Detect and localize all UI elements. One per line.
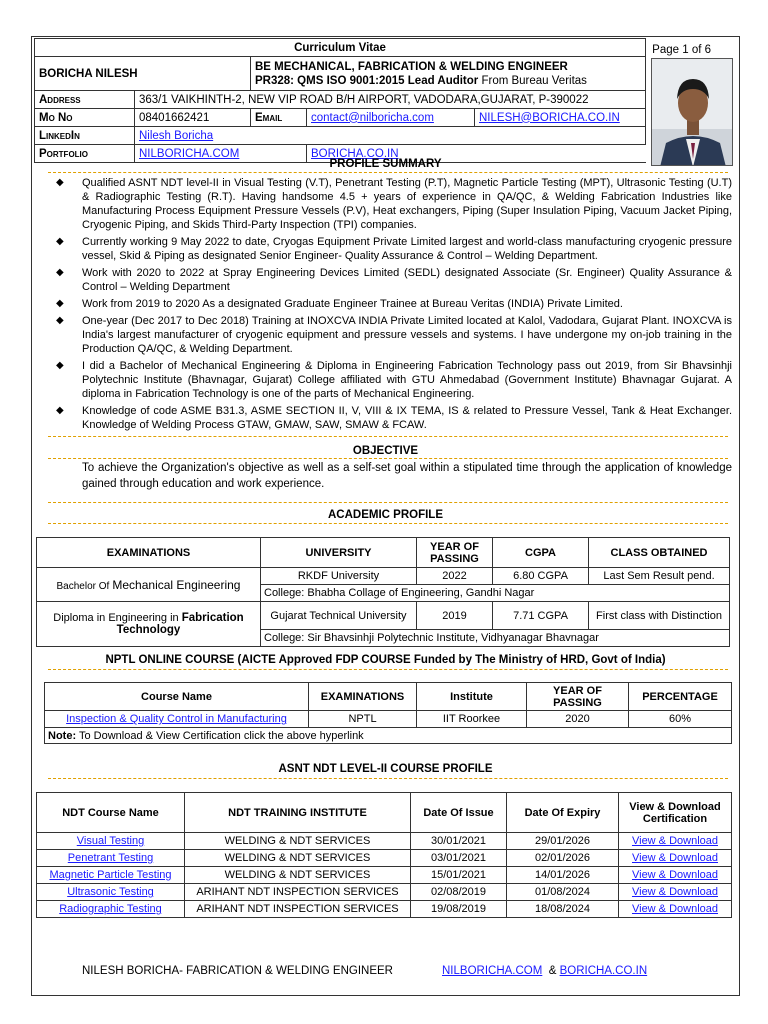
asnt-expiry-cell: 02/01/2026 [507,850,619,867]
email-link-1[interactable]: contact@nilboricha.com [311,111,434,124]
year-cell: 2019 [417,602,493,630]
exam-prefix: Diploma in Engineering in [53,612,179,624]
view-download-link[interactable]: View & Download [631,903,718,915]
asnt-course-link[interactable]: Penetrant Testing [67,852,154,864]
university-cell: Gujarat Technical University [261,602,417,630]
table-row [37,568,730,585]
college-cell: College: Bhabha Collage of Engineering, Gandhi Nagar [261,585,730,602]
academic-header: CLASS OBTAINED [589,538,730,568]
academic-header: UNIVERSITY [261,538,417,568]
footer-link-2[interactable]: BORICHA.CO.IN [559,965,648,977]
address-value: 363/1 VAIKHINTH-2, NEW VIP ROAD B/H AIRPORT, VADODARA,GUJARAT, P-390022 [135,91,646,109]
asnt-header: Date Of Issue [411,793,507,833]
lead-auditor-source: From Bureau Veritas [481,74,587,87]
note-label: Note: [48,729,77,742]
email-label: Email [251,109,307,127]
asnt-issue-cell: 30/01/2021 [411,833,507,850]
footer-links [442,965,647,977]
table-row [37,884,732,901]
view-download-link[interactable]: View & Download [631,886,718,898]
summary-item [56,176,732,232]
objective-title: OBJECTIVE [352,445,419,457]
asnt-issue-cell: 03/01/2021 [411,850,507,867]
academic-header: YEAR OF PASSING [417,538,493,568]
lead-auditor: PR328: QMS ISO 9001:2015 Lead Auditor [255,74,479,87]
nptl-course-link[interactable]: Inspection & Quality Control in Manufacturing [66,713,287,725]
footer-separator: & [548,965,557,977]
divider [48,172,728,173]
page-number: Page 1 of 6 [652,44,711,56]
profile-summary-title: PROFILE SUMMARY [329,158,442,170]
lead-auditor-line [255,74,641,88]
summary-item [56,235,732,263]
table-row [37,901,732,918]
exam-main: Mechanical Engineering [112,577,241,592]
person-photo-icon [652,59,733,166]
summary-text: I did a Bachelor of Mechanical Engineering & Diploma in Engineering Fabrication Technology pass out 2019, from Sir Bhavsinhji Polytechnic Institute (Bhavnagar, Gujarat) College affiliated with GTU Ahmedabad (Government Institute) Bhavnagar Gujarat. A diploma in Fabrication Technology is one of the parts of Mechanical Engineering. [82,360,732,400]
summary-item [56,266,732,294]
asnt-issue-cell: 02/08/2019 [411,884,507,901]
diamond-bullet-icon: ◆ [56,236,64,247]
objective-text: To achieve the Organization's objective as well as a self-set goal within a stipulated time through the application of knowledge gained through education and work experience. [82,462,732,490]
table-row [37,602,730,630]
portfolio-link-1[interactable]: NILBORICHA.COM [139,147,240,160]
summary-text: Qualified ASNT NDT level-II in Visual Testing (V.T), Penetrant Testing (P.T), Magnetic Particle Testing (MPT), Ultrasonic Testing (U.T) & Radiographic Testing (R.T). Having handsome 4.5 + years of experience in QA/QC, & Welding Fabrication Industries like Manufacturing Process Equipment Pressure Vessels (P.V), Heat exchangers, Piping (Super Insulation Piping, Vacuum Jacket Piping, Cryogenic Piping, and Skids Third-Party Inspection (TPI) companies. [82,177,732,231]
note-text: To Download & View Certification click the above hyperlink [76,729,364,742]
asnt-expiry-cell: 14/01/2026 [507,867,619,884]
table-row [37,833,732,850]
nptl-header: YEAR OF PASSING [527,683,629,711]
view-download-link[interactable]: View & Download [631,852,718,864]
summary-item [56,359,732,401]
diamond-bullet-icon: ◆ [56,405,64,416]
asnt-course-link[interactable]: Visual Testing [76,835,145,847]
asnt-header: Date Of Expiry [507,793,619,833]
asnt-institute-cell: WELDING & NDT SERVICES [185,850,411,867]
nptl-exam-cell: NPTL [309,711,417,728]
university-cell: RKDF University [261,568,417,585]
linkedin-link[interactable]: Nilesh Boricha [139,129,214,142]
divider [48,458,728,459]
diamond-bullet-icon: ◆ [56,360,64,371]
role-title: BE MECHANICAL, FABRICATION & WELDING ENGINEER [255,60,568,73]
exam-prefix: Bachelor Of [56,580,110,592]
asnt-institute-cell: WELDING & NDT SERVICES [185,867,411,884]
nptl-header: EXAMINATIONS [309,683,417,711]
asnt-course-link[interactable]: Magnetic Particle Testing [49,869,172,881]
summary-text: Knowledge of code ASME B31.3, ASME SECTION II, V, VIII & IX TEMA, IS & related to Pressure Vessel, Tank & Heat Exchanger. Knowledge of Welding Process GTAW, GMAW, SAW, SMAW & FCAW. [82,405,732,431]
asnt-header: NDT TRAINING INSTITUTE [185,793,411,833]
summary-item [56,297,732,311]
summary-item [56,404,732,432]
summary-item [56,314,732,356]
nptl-header: Course Name [45,683,309,711]
email-link-2[interactable]: NILESH@BORICHA.CO.IN [479,111,620,124]
college-cell: College: Sir Bhavsinhji Polytechnic Institute, Vidhyanagar Bhavnagar [261,630,730,647]
asnt-institute-cell: WELDING & NDT SERVICES [185,833,411,850]
portfolio-label: Portfolio [35,145,135,163]
header-table [34,38,646,163]
footer-link-1[interactable]: NILBORICHA.COM [442,965,543,977]
nptl-year-cell: 2020 [527,711,629,728]
asnt-issue-cell: 19/08/2019 [411,901,507,918]
portfolio-link-2[interactable]: BORICHA.CO.IN [311,147,399,160]
asnt-expiry-cell: 29/01/2026 [507,833,619,850]
profile-photo [651,58,733,166]
divider [48,669,728,670]
asnt-issue-cell: 15/01/2021 [411,867,507,884]
cv-header [34,38,737,163]
divider [48,502,728,503]
exam-cell [37,568,261,602]
nptl-title: NPTL ONLINE COURSE (AICTE Approved FDP COURSE Funded by The Ministry of HRD, Govt of India) [105,654,666,666]
view-download-link[interactable]: View & Download [631,835,718,847]
exam-main: Fabrication Technology [116,612,244,636]
cgpa-cell: 7.71 CGPA [493,602,589,630]
asnt-course-link[interactable]: Radiographic Testing [59,903,162,915]
asnt-course-link[interactable]: Ultrasonic Testing [67,886,154,898]
academic-title: ACADEMIC PROFILE [328,509,443,521]
class-cell: First class with Distinction [589,602,730,630]
diamond-bullet-icon: ◆ [56,315,64,326]
diamond-bullet-icon: ◆ [56,177,64,188]
cgpa-cell: 6.80 CGPA [493,568,589,585]
nptl-header: PERCENTAGE [629,683,732,711]
divider [48,436,728,437]
nptl-note [45,728,732,744]
nptl-header: Institute [417,683,527,711]
mono-label: Mo No [35,109,135,127]
profile-summary-list [56,176,732,435]
nptl-percentage-cell: 60% [629,711,732,728]
asnt-title: ASNT NDT LEVEL-II COURSE PROFILE [278,763,493,775]
mono-value: 08401662421 [135,109,251,127]
table-row [37,850,732,867]
diamond-bullet-icon: ◆ [56,298,64,309]
asnt-institute-cell: ARIHANT NDT INSPECTION SERVICES [185,901,411,918]
academic-table [36,537,730,647]
academic-header: CGPA [493,538,589,568]
summary-text: Currently working 9 May 2022 to date, Cryogas Equipment Private Limited largest and world-class manufacturing cryogenic pressure vessel, Skid & Piping as designated Senior Engineer- Quality Assurance & Control – Welding Department. [82,236,732,262]
asnt-institute-cell: ARIHANT NDT INSPECTION SERVICES [185,884,411,901]
nptl-institute-cell: IIT Roorkee [417,711,527,728]
academic-header: EXAMINATIONS [37,538,261,568]
role-block [251,57,646,91]
view-download-link[interactable]: View & Download [631,869,718,881]
asnt-expiry-cell: 01/08/2024 [507,884,619,901]
exam-cell [37,602,261,647]
footer [82,965,648,977]
summary-text: Work from 2019 to 2020 As a designated Graduate Engineer Trainee at Bureau Veritas (INDIA) Private Limited. [82,298,623,310]
table-row [45,711,732,728]
diamond-bullet-icon: ◆ [56,267,64,278]
asnt-expiry-cell: 18/08/2024 [507,901,619,918]
candidate-name: BORICHA NILESH [35,57,251,91]
cv-title: Curriculum Vitae [35,39,646,57]
year-cell: 2022 [417,568,493,585]
asnt-header: View & Download Certification [619,793,732,833]
summary-text: One-year (Dec 2017 to Dec 2018) Training at INOXCVA INDIA Private Limited located at Kalol, Vadodara, Gujarat Plant. INOXCVA is India's largest manufacturer of cryogenic equipment and pressure vessels and systems. I have undergone my on-job training in the Production QA/QC, & Welding Department. [82,315,732,355]
divider [48,778,728,779]
footer-text: NILESH BORICHA- FABRICATION & WELDING ENGINEER [82,965,393,977]
address-label: Address [35,91,135,109]
table-row [37,867,732,884]
divider [48,523,728,524]
asnt-table [36,792,732,918]
nptl-table [44,682,732,744]
linkedin-label: LinkedIn [35,127,135,145]
class-cell: Last Sem Result pend. [589,568,730,585]
summary-text: Work with 2020 to 2022 at Spray Engineering Devices Limited (SEDL) designated Associate (Sr. Engineer) Quality Assurance & Control – Welding Department [82,267,732,293]
asnt-header: NDT Course Name [37,793,185,833]
